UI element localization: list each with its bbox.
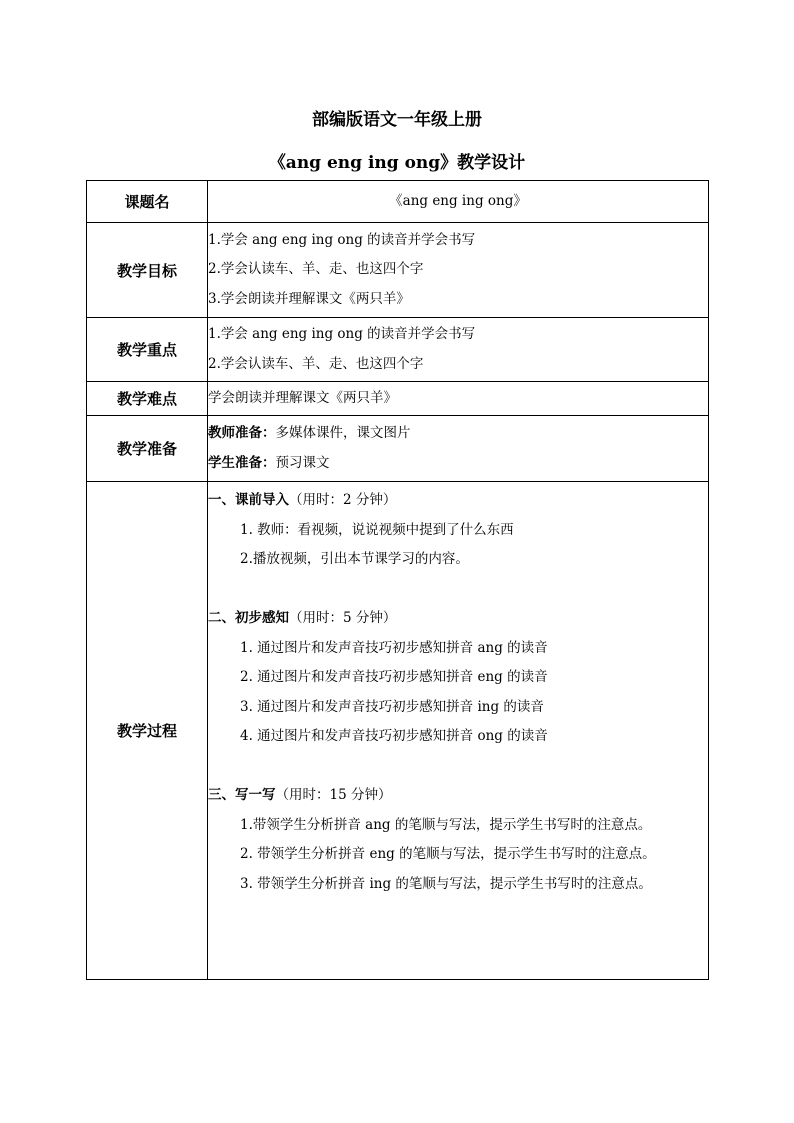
section-time: （用时：5 分钟） <box>289 610 397 626</box>
preparation-cell <box>208 416 709 482</box>
row-difficulties <box>87 382 709 416</box>
process-item: 4. 通过图片和发声音技巧初步感知拼音 ong 的读音 <box>240 728 548 744</box>
row-topic <box>87 181 709 223</box>
label-difficulties: 教学难点 <box>87 382 208 416</box>
section-title: 一、课前导入 <box>208 492 289 508</box>
objectives-cell <box>208 223 709 318</box>
label-topic: 课题名 <box>87 181 208 223</box>
section-time: （用时：2 分钟） <box>289 492 397 508</box>
process-cell <box>208 482 709 980</box>
section-heading <box>208 604 708 634</box>
process-item: 2.播放视频，引出本节课学习的内容。 <box>240 551 469 567</box>
section-title: 三、写一写 <box>208 787 276 803</box>
section-time: （用时：15 分钟） <box>275 787 392 803</box>
label-process: 教学过程 <box>87 482 208 980</box>
row-objectives <box>87 223 709 318</box>
process-item: 1. 通过图片和发声音技巧初步感知拼音 ang 的读音 <box>240 639 548 656</box>
document-title: 部编版语文一年级上册 <box>312 110 482 130</box>
process-item: 2. 通过图片和发声音技巧初步感知拼音 eng 的读音 <box>240 669 548 685</box>
label-objectives: 教学目标 <box>87 223 208 318</box>
key-point-item: 1.学会 ang eng ing ong 的读音并学会书写 <box>208 326 476 342</box>
process-item: 2. 带领学生分析拼音 eng 的笔顺与写法，提示学生书写时的注意点。 <box>240 846 656 862</box>
document-subtitle: 《ang eng ing ong》教学设计 <box>268 153 526 173</box>
key-point-item: 2.学会认读车、羊、走、也这四个字 <box>208 355 424 372</box>
label-preparation: 教学准备 <box>87 416 208 482</box>
topic-value: 《ang eng ing ong》 <box>208 181 709 223</box>
row-key-points <box>87 318 709 382</box>
objective-item: 1.学会 ang eng ing ong 的读音并学会书写 <box>208 231 476 248</box>
objective-item: 3.学会朗读并理解课文《两只羊》 <box>208 290 410 307</box>
process-item: 1. 教师：看视频，说说视频中提到了什么东西 <box>240 521 514 538</box>
section-title: 二、初步感知 <box>208 610 289 626</box>
key-points-cell <box>208 318 709 382</box>
process-item: 3. 通过图片和发声音技巧初步感知拼音 ing 的读音 <box>240 698 544 715</box>
label-key-points: 教学重点 <box>87 318 208 382</box>
process-item: 3. 带领学生分析拼音 ing 的笔顺与写法，提示学生书写时的注意点。 <box>240 875 652 892</box>
section-heading <box>208 486 708 516</box>
teacher-prep-value: 多媒体课件，课文图片 <box>275 425 411 441</box>
teacher-prep-label: 教师准备： <box>208 425 276 441</box>
objective-item: 2.学会认读车、羊、走、也这四个字 <box>208 261 424 278</box>
student-prep-label: 学生准备： <box>208 454 276 471</box>
row-process <box>87 482 709 980</box>
row-preparation <box>87 416 709 482</box>
student-prep-value: 预习课文 <box>275 454 330 471</box>
section-heading <box>208 781 708 811</box>
process-item: 1.带领学生分析拼音 ang 的笔顺与写法，提示学生书写时的注意点。 <box>240 816 652 833</box>
difficulties-value: 学会朗读并理解课文《两只羊》 <box>208 382 709 416</box>
lesson-plan-table <box>86 180 709 980</box>
